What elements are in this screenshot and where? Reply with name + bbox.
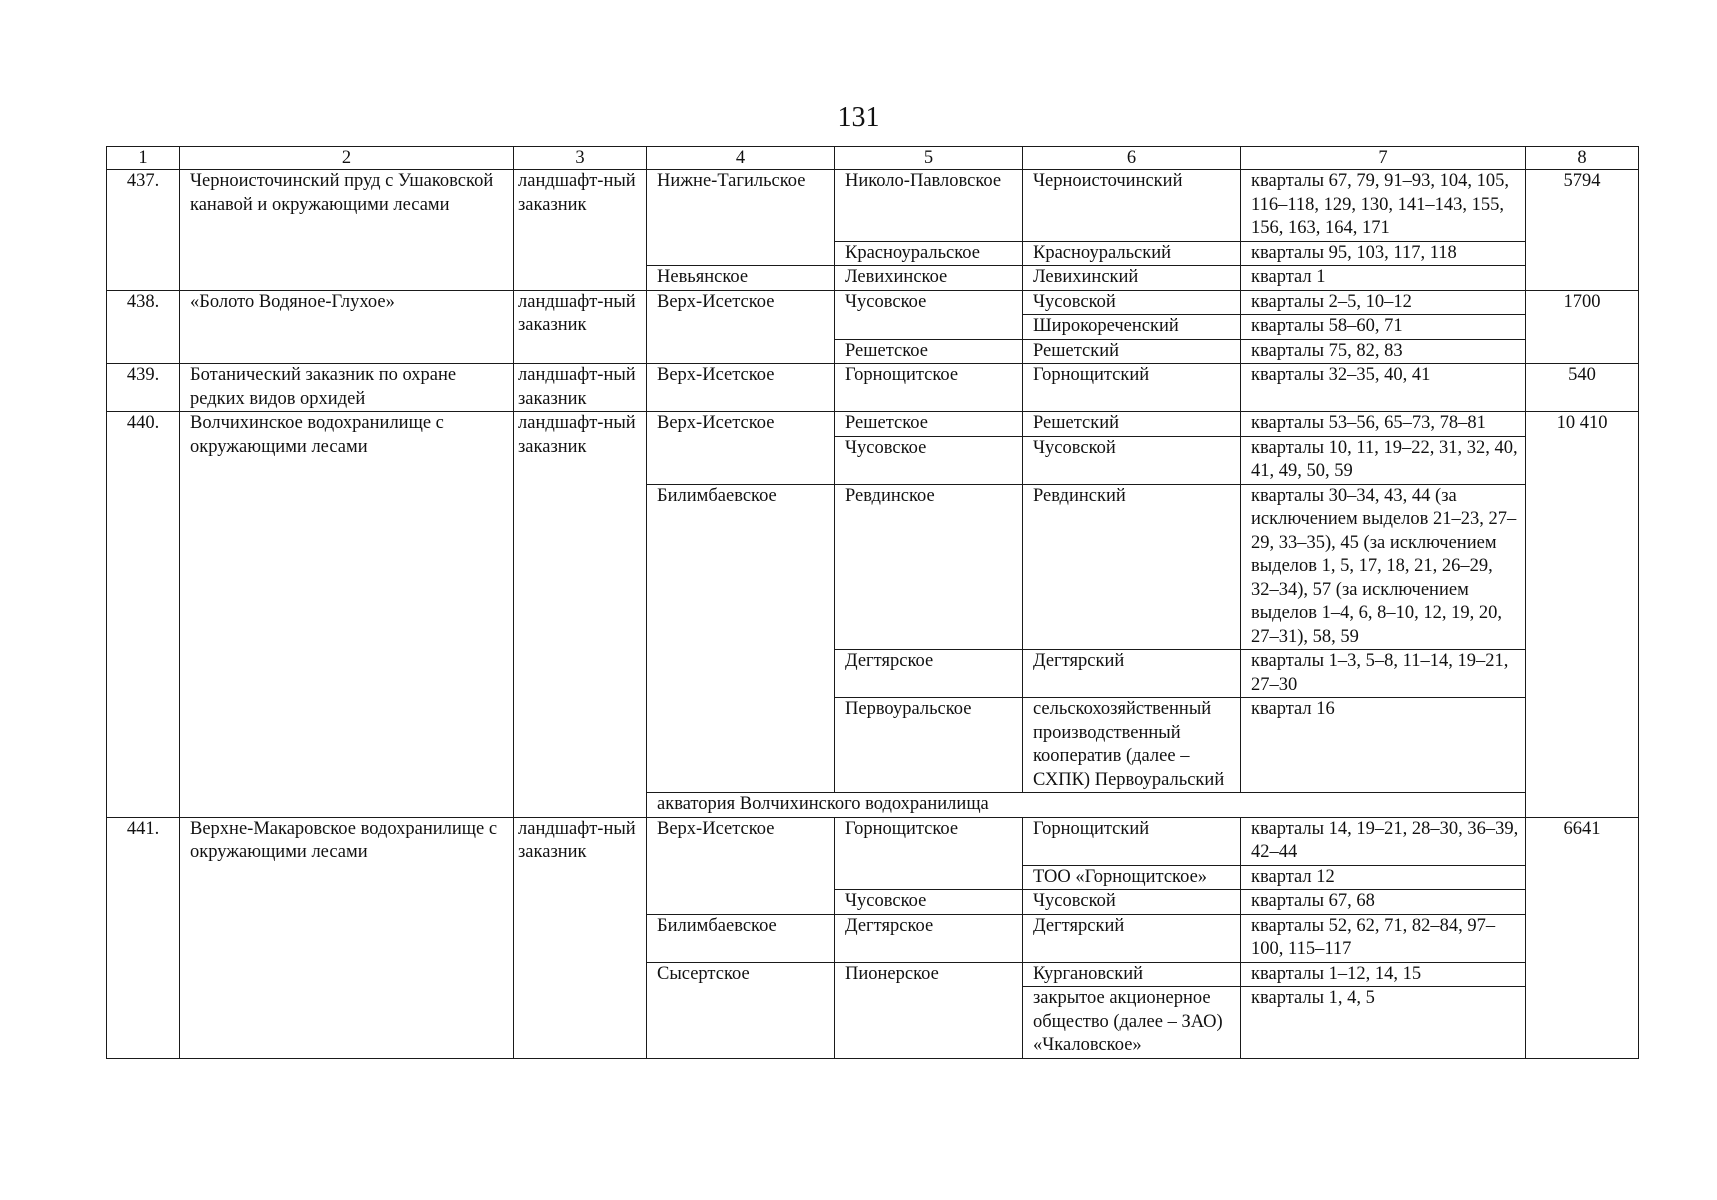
column-header: 1: [107, 147, 180, 170]
site-cell: Дегтярский: [1023, 914, 1241, 962]
row-number: 440.: [107, 412, 180, 818]
quarters-cell: кварталы 53–56, 65–73, 78–81: [1241, 412, 1526, 437]
site-cell: Кургановский: [1023, 962, 1241, 987]
quarters-cell: кварталы 1, 4, 5: [1241, 987, 1526, 1059]
site-cell: Решетский: [1023, 412, 1241, 437]
district-cell: Дегтярское: [835, 914, 1023, 962]
row-number: 437.: [107, 170, 180, 291]
protected-areas-table: [106, 146, 1639, 1059]
quarters-cell: кварталы 95, 103, 117, 118: [1241, 241, 1526, 266]
quarters-cell: кварталы 30–34, 43, 44 (за исключением выделов 21–23, 27–29, 33–35), 45 (за исключением выделов 1, 5, 17, 18, 21, 26–29, 32–34), 57 (за исключением выделов 1–4, 6, 8–10, 12, 19, 20, 27–31), 58, 59: [1241, 484, 1526, 650]
district-cell: Горнощитское: [835, 364, 1023, 412]
district-cell: Чусовское: [835, 436, 1023, 484]
column-header: 7: [1241, 147, 1526, 170]
area-type: ландшафт-ный заказник: [514, 412, 647, 818]
quarters-cell: кварталы 10, 11, 19–22, 31, 32, 40, 41, 49, 50, 59: [1241, 436, 1526, 484]
column-header: 5: [835, 147, 1023, 170]
quarters-cell: кварталы 52, 62, 71, 82–84, 97–100, 115–117: [1241, 914, 1526, 962]
district-cell: Пионерское: [835, 962, 1023, 1058]
table-row: [107, 412, 1639, 437]
area-size: 1700: [1526, 290, 1639, 364]
forestry-cell: Сысертское: [647, 962, 835, 1058]
column-header: 4: [647, 147, 835, 170]
site-cell: сельскохозяйственный производственный кооператив (далее – СХПК) Первоуральский: [1023, 698, 1241, 793]
column-header: 6: [1023, 147, 1241, 170]
area-type: ландшафт-ный заказник: [514, 290, 647, 364]
area-name: Черноисточинский пруд с Ушаковской канавой и окружающими лесами: [180, 170, 514, 291]
column-header: 2: [180, 147, 514, 170]
area-name: Верхне-Макаровское водохранилище с окружающими лесами: [180, 817, 514, 1058]
table-row: [107, 170, 1639, 242]
water-area-cell: акватория Волчихинского водохранилища: [647, 793, 1526, 818]
site-cell: Чусовской: [1023, 436, 1241, 484]
district-cell: Горнощитское: [835, 817, 1023, 890]
site-cell: Решетский: [1023, 339, 1241, 364]
row-number: 439.: [107, 364, 180, 412]
row-number: 441.: [107, 817, 180, 1058]
district-cell: Дегтярское: [835, 650, 1023, 698]
quarters-cell: квартал 12: [1241, 865, 1526, 890]
district-cell: Чусовское: [835, 290, 1023, 339]
district-cell: Решетское: [835, 339, 1023, 364]
quarters-cell: кварталы 1–12, 14, 15: [1241, 962, 1526, 987]
area-size: 6641: [1526, 817, 1639, 1058]
quarters-cell: кварталы 58–60, 71: [1241, 315, 1526, 340]
site-cell: Черноисточинский: [1023, 170, 1241, 242]
area-size: 5794: [1526, 170, 1639, 291]
area-size: 540: [1526, 364, 1639, 412]
forestry-cell: Билимбаевское: [647, 484, 835, 793]
area-type: ландшафт-ный заказник: [514, 170, 647, 291]
site-cell: Ревдинский: [1023, 484, 1241, 650]
table-row: [107, 817, 1639, 865]
area-name: «Болото Водяное-Глухое»: [180, 290, 514, 364]
site-cell: Горнощитский: [1023, 817, 1241, 865]
area-type: ландшафт-ный заказник: [514, 817, 647, 1058]
forestry-cell: Верх-Исетское: [647, 290, 835, 364]
quarters-cell: кварталы 1–3, 5–8, 11–14, 19–21, 27–30: [1241, 650, 1526, 698]
site-cell: Левихинский: [1023, 266, 1241, 291]
district-cell: Первоуральское: [835, 698, 1023, 793]
quarters-cell: кварталы 14, 19–21, 28–30, 36–39, 42–44: [1241, 817, 1526, 865]
site-cell: Дегтярский: [1023, 650, 1241, 698]
quarters-cell: кварталы 67, 79, 91–93, 104, 105, 116–118, 129, 130, 141–143, 155, 156, 163, 164, 171: [1241, 170, 1526, 242]
quarters-cell: кварталы 75, 82, 83: [1241, 339, 1526, 364]
quarters-cell: кварталы 2–5, 10–12: [1241, 290, 1526, 315]
district-cell: Красноуральское: [835, 241, 1023, 266]
table-row: [107, 290, 1639, 315]
row-number: 438.: [107, 290, 180, 364]
quarters-cell: кварталы 32–35, 40, 41: [1241, 364, 1526, 412]
site-cell: Широкореченский: [1023, 315, 1241, 340]
quarters-cell: кварталы 67, 68: [1241, 890, 1526, 915]
site-cell: Чусовской: [1023, 290, 1241, 315]
forestry-cell: Нижне-Тагильское: [647, 170, 835, 266]
area-size: 10 410: [1526, 412, 1639, 818]
site-cell: Красноуральский: [1023, 241, 1241, 266]
forestry-cell: Билимбаевское: [647, 914, 835, 962]
district-cell: Николо-Павловское: [835, 170, 1023, 242]
district-cell: Чусовское: [835, 890, 1023, 915]
area-name: Волчихинское водохранилище с окружающими лесами: [180, 412, 514, 818]
quarters-cell: квартал 1: [1241, 266, 1526, 291]
district-cell: Решетское: [835, 412, 1023, 437]
column-number-row: [107, 147, 1639, 170]
quarters-cell: квартал 16: [1241, 698, 1526, 793]
forestry-cell: Невьянское: [647, 266, 835, 291]
area-type: ландшафт-ный заказник: [514, 364, 647, 412]
site-cell: Горнощитский: [1023, 364, 1241, 412]
district-cell: Ревдинское: [835, 484, 1023, 650]
column-header: 8: [1526, 147, 1639, 170]
forestry-cell: Верх-Исетское: [647, 364, 835, 412]
site-cell: Чусовской: [1023, 890, 1241, 915]
area-name: Ботанический заказник по охране редких видов орхидей: [180, 364, 514, 412]
district-cell: Левихинское: [835, 266, 1023, 291]
page-number: 131: [837, 102, 880, 133]
column-header: 3: [514, 147, 647, 170]
forestry-cell: Верх-Исетское: [647, 412, 835, 485]
table-row: [107, 364, 1639, 412]
forestry-cell: Верх-Исетское: [647, 817, 835, 914]
site-cell: закрытое акционерное общество (далее – ЗАО) «Чкаловское»: [1023, 987, 1241, 1059]
site-cell: ТОО «Горнощитское»: [1023, 865, 1241, 890]
